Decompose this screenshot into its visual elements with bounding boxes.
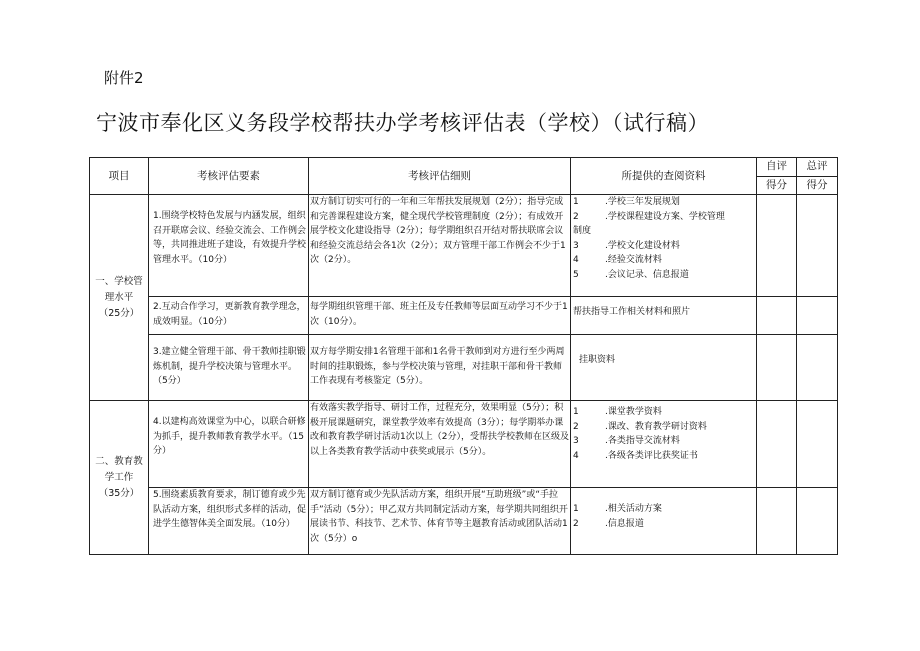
table-row [90,401,838,488]
header-self-bottom: 得分 [766,178,787,191]
material-item: 1 .相关活动方案 [573,504,662,514]
element-cell: 2.互动合作学习，更新教育教学理念，成效明显。（10分） [149,297,309,335]
table-row [90,195,838,297]
material-item: 4 .各级各类评比获奖证书 [573,450,698,461]
element-cell: 1.围绕学校特色发展与内涵发展，组织召开联席会议、经验交流会、工作例会等，共同推进班子建设，有效提升学校管理水平。（10分） [149,195,309,297]
total-score-cell[interactable] [797,401,838,488]
self-score-cell[interactable] [757,335,797,401]
material-item: 制度 [573,226,592,236]
table-row [90,297,838,335]
material-item: 1 .课堂教学资料 [573,407,662,417]
detail-cell: 有效落实教学指导、研讨工作，过程充分，效果明显（5分）；积极开展课题研究，课堂教学效率有效提高（3分）；每学期举办课改和教育教学研讨活动1次以上（2分），受帮扶学校教师在区级及以上各类教育教学活动中获奖或展示（5分）。 [309,401,571,488]
materials-cell: 帮扶指导工作相关材料和照片 [571,297,757,335]
material-item: 2 .课改、教育教学研讨资料 [573,421,707,432]
element-cell: 4.以建构高效课堂为中心，以联合研修为抓手，提升教师教育教学水平。（15分） [149,401,309,488]
attachment-label: 附件2 [104,69,144,87]
header-total-bottom: 得分 [806,178,828,191]
evaluation-table [89,157,838,555]
table-row [90,335,838,401]
materials-cell [571,488,757,555]
total-score-cell[interactable] [797,488,838,555]
table-row [90,488,838,555]
material-item: 2 .信息报道 [573,518,644,529]
material-item: 5 .会议记录、信息报道 [573,269,689,280]
total-score-cell[interactable] [797,335,838,401]
page-title: 宁波市奉化区义务段学校帮扶办学考核评估表（学校）（试行稿） [96,111,709,135]
element-cell: 5.围绕素质教育要求，制订德育或少先队活动方案，组织形式多样的活动，促进学生德智体美全面发展。（10分） [149,488,309,555]
self-score-cell[interactable] [757,401,797,488]
header-elements: 考核评估要素 [149,158,309,195]
detail-cell: 双方每学期安排1名管理干部和1名骨干教师到对方进行至少两周时间的挂职锻炼，参与学校决策与管理，对挂职干部和骨干教师工作表现有考核鉴定（5分）。 [309,335,571,401]
material-item: 1 .学校三年发展规划 [573,197,680,207]
header-self-top: 自评 [757,158,796,177]
detail-cell: 双方制订德育或少先队活动方案，组织开展“互助班级”或“手拉手”活动（5分）；甲乙双方共同制定活动方案，每学期共同组织开展读书节、科技节、艺术节、体育节等主题教育活动或团队活动1次（5分）o [309,488,571,555]
header-total-top: 总评 [797,158,837,177]
detail-cell: 双方制订切实可行的一年和三年帮扶发展规划（2分）；指导完成和完善课程建设方案，健全现代学校管理制度（2分）；有成效开展学校文化建设指导（2分）；每学期组织召开结对帮扶联席会议和经验交流总结会各1次（2分）；双方管理干部工作例会不少于1次（2分）。 [309,195,571,297]
header-materials: 所提供的查阅资料 [571,158,757,195]
material-item: 4 .经验交流材料 [573,255,662,265]
material-item: 2 .学校课程建设方案、学校管理 [573,211,725,222]
materials-cell [571,195,757,297]
element-cell: 3.建立健全管理干部、骨干教师挂职锻炼机制，提升学校决策与管理水平。（5分） [149,335,309,401]
material-item: 3 .学校文化建设材料 [573,240,680,251]
header-total-score [797,158,838,195]
table-header-row [90,158,838,195]
header-item: 项目 [90,158,149,195]
category-teaching: 二、教育教学工作（35分） [90,401,149,555]
self-score-cell[interactable] [757,488,797,555]
self-score-cell[interactable] [757,195,797,297]
materials-cell [571,401,757,488]
detail-cell: 每学期组织管理干部、班主任及专任教师等层面互动学习不少于1次（10分）。 [309,297,571,335]
materials-cell: 挂职资料 [571,335,757,401]
header-self-score [757,158,797,195]
total-score-cell[interactable] [797,195,838,297]
material-item: 3 .各类指导交流材料 [573,436,680,446]
self-score-cell[interactable] [757,297,797,335]
header-details: 考核评估细则 [309,158,571,195]
total-score-cell[interactable] [797,297,838,335]
category-management: 一、学校管理水平（25分） [90,195,149,401]
